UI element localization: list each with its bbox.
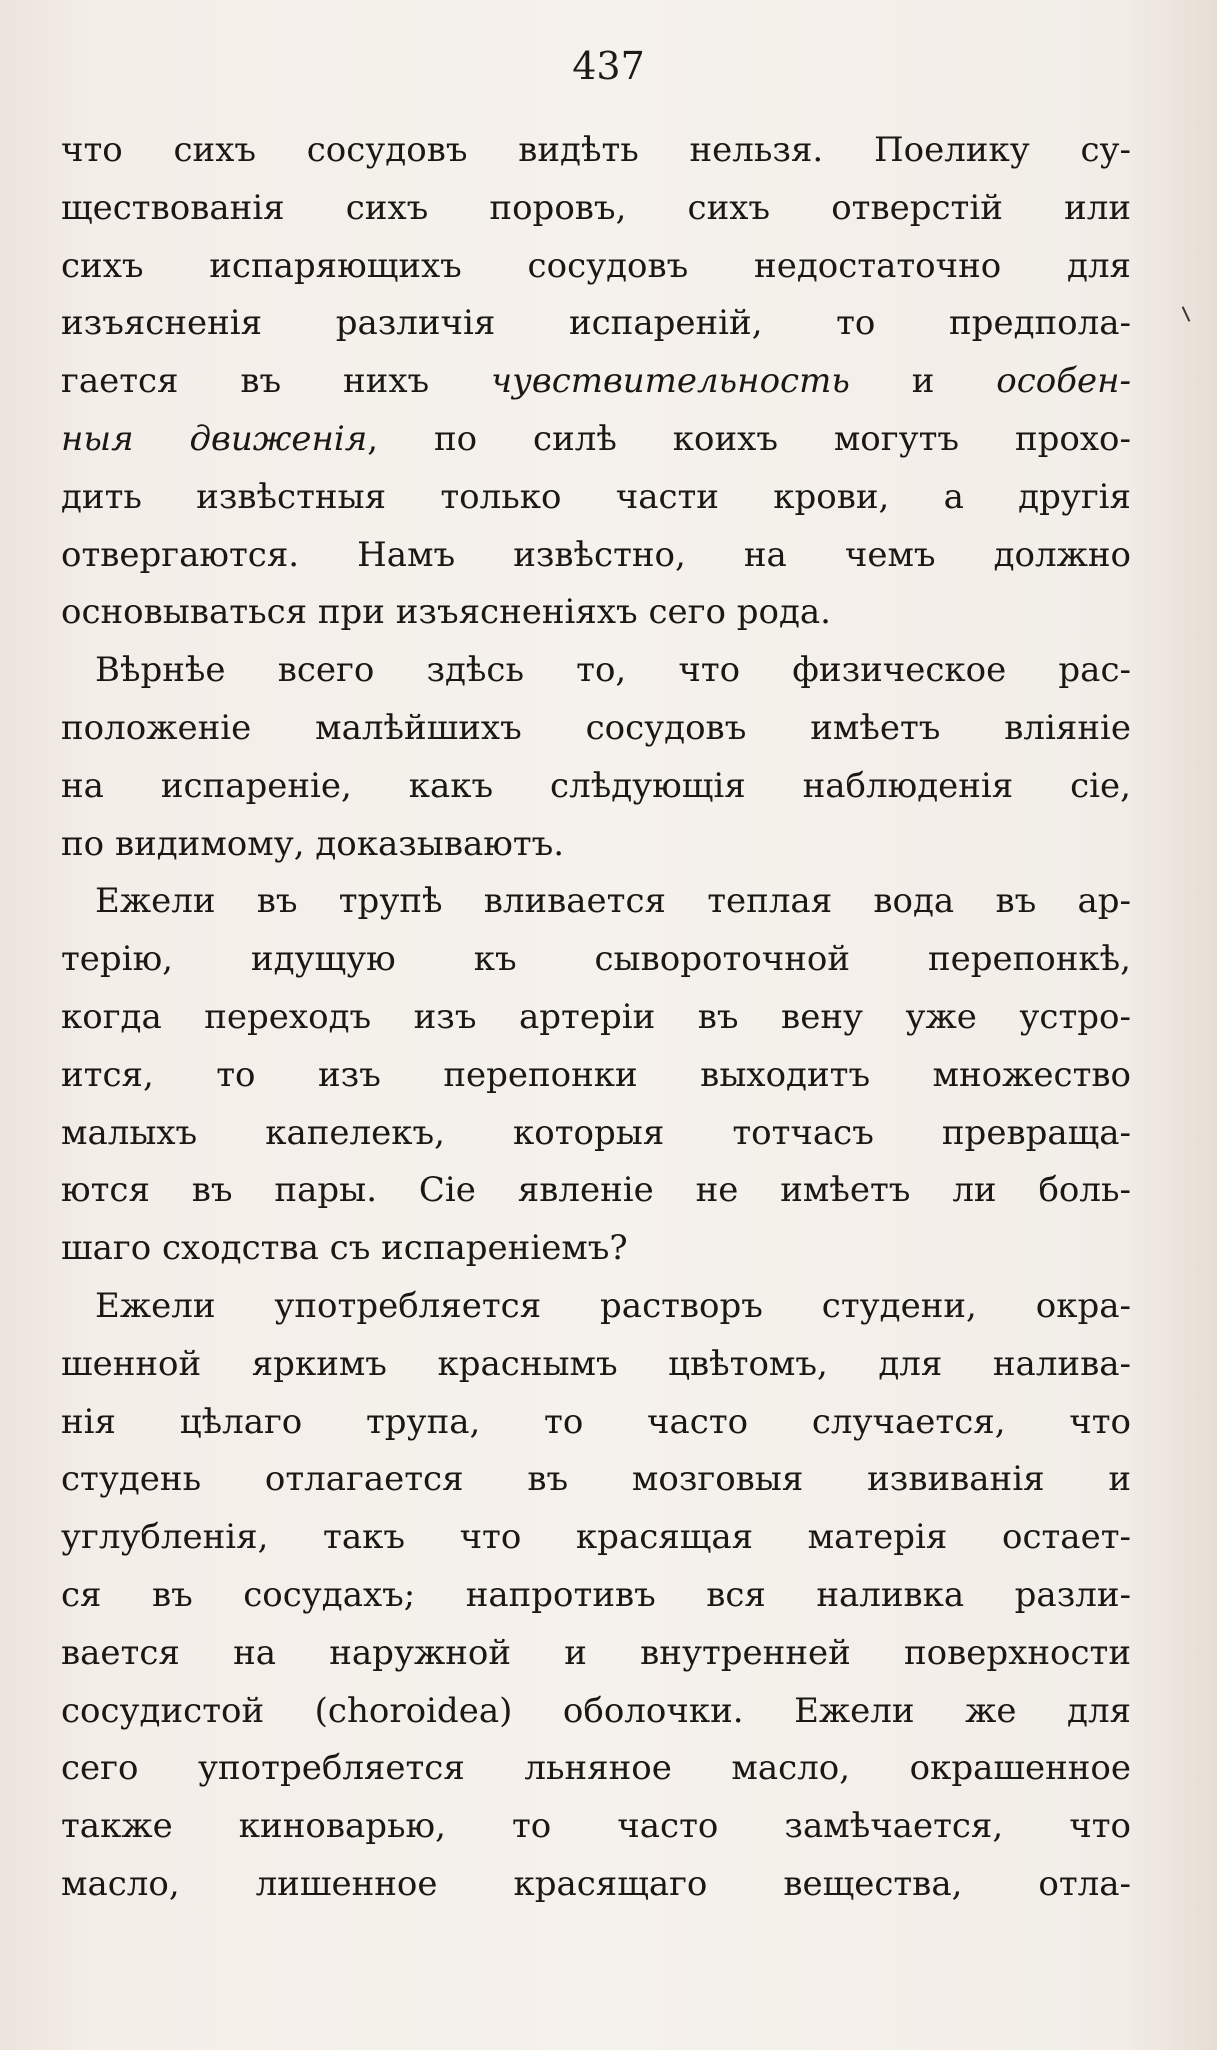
text-line: малыхъ капелекъ, которыя тотчасъ превраща- xyxy=(61,1112,1131,1153)
text-line: сего употребляется льняное масло, окрашенное xyxy=(61,1748,1131,1789)
text-line: ныя движенія, по силѣ коихъ могутъ прохо- xyxy=(61,418,1131,459)
text-line: изъясненія различія испареній, то предпола- xyxy=(61,303,1131,344)
margin-mark xyxy=(1182,306,1191,321)
text-line: терію, идущую къ сывороточной перепонкѣ, xyxy=(61,939,1131,980)
text-line: основываться при изъясненіяхъ сего рода. xyxy=(61,592,831,633)
text-line: вается на наружной и внутренней поверхности xyxy=(61,1632,1131,1673)
text-line: гается въ нихъ чувствительность и особен- xyxy=(61,361,1131,402)
text-line: положеніе малѣйшихъ сосудовъ имѣетъ вліяніе xyxy=(61,707,1131,748)
text-line: Ежели въ трупѣ вливается теплая вода въ ар- xyxy=(95,881,1131,922)
text-line: ются въ пары. Сіе явленіе не имѣетъ ли боль- xyxy=(61,1170,1131,1211)
text-line: сосудистой (choroidea) оболочки. Ежели же для xyxy=(61,1690,1131,1731)
text-line: на испареніе, какъ слѣдующія наблюденія сіе, xyxy=(61,765,1131,806)
text-line: масло, лишенное красящаго вещества, отла- xyxy=(61,1863,1131,1904)
text-line: когда переходъ изъ артеріи въ вену уже устро- xyxy=(61,996,1131,1037)
text-line: что сихъ сосудовъ видѣть нельзя. Поелику су- xyxy=(61,130,1131,170)
text-line: шаго сходства съ испареніемъ? xyxy=(61,1228,628,1269)
text-line: Ежели употребляется растворъ студени, окра- xyxy=(95,1285,1131,1326)
text-line: ществованія сихъ поровъ, сихъ отверстій или xyxy=(61,187,1131,228)
page-number: 437 xyxy=(572,44,645,88)
text-line: шенной яркимъ краснымъ цвѣтомъ, для налива- xyxy=(61,1343,1131,1384)
text-line: сихъ испаряющихъ сосудовъ недостаточно для xyxy=(61,245,1131,286)
text-line: углубленія, такъ что красящая матерія остает- xyxy=(61,1517,1131,1558)
text-line: Вѣрнѣе всего здѣсь то, что физическое рас- xyxy=(95,650,1131,691)
body-text xyxy=(61,122,1131,1914)
text-line: дить извѣстныя только части крови, а другія xyxy=(61,476,1131,517)
text-line: также киноварью, то часто замѣчается, что xyxy=(61,1806,1131,1847)
text-line: нія цѣлаго трупа, то часто случается, что xyxy=(61,1401,1131,1442)
text-line: ится, то изъ перепонки выходитъ множество xyxy=(61,1054,1131,1095)
text-line: студень отлагается въ мозговыя извиванія и xyxy=(61,1459,1131,1500)
text-line: отвергаются. Намъ извѣстно, на чемъ должно xyxy=(61,534,1131,575)
text-line: ся въ сосудахъ; напротивъ вся наливка разли- xyxy=(61,1574,1131,1615)
text-line: по видимому, доказываютъ. xyxy=(61,823,565,864)
